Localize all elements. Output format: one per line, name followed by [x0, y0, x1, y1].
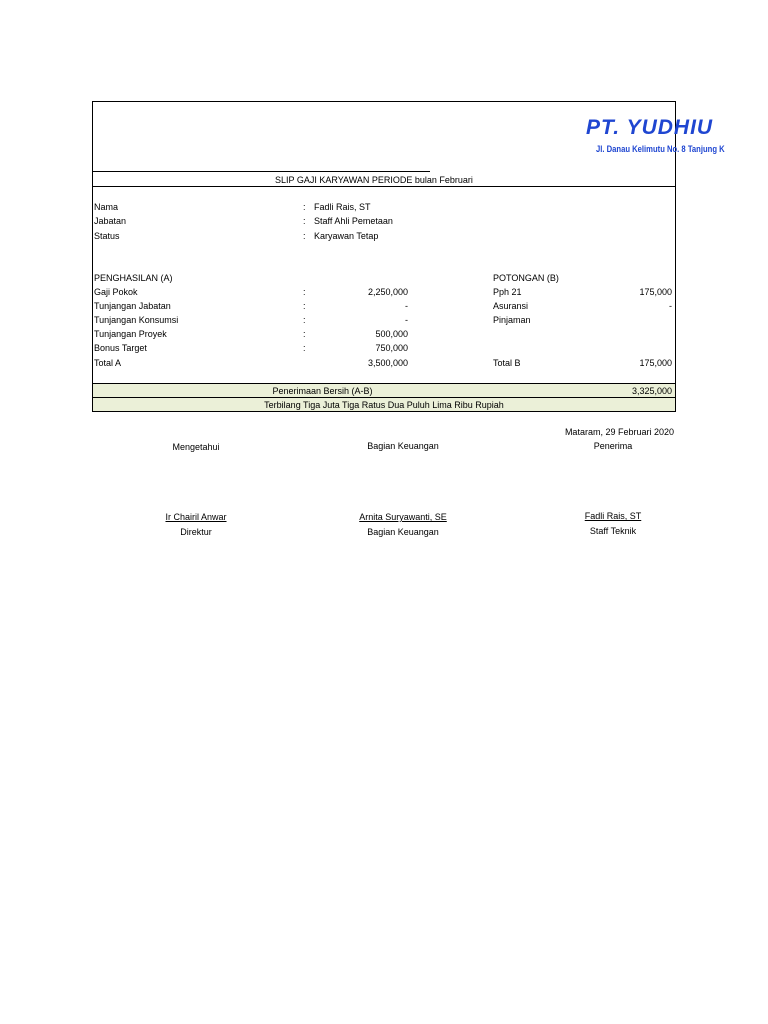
employee-status-label: Status — [94, 231, 120, 241]
title-row-bottom — [92, 186, 676, 187]
employee-name-sep: : — [303, 202, 306, 212]
income-value: 2,250,000 — [367, 287, 408, 297]
employee-status-sep: : — [303, 231, 306, 241]
income-label: Tunjangan Konsumsi — [94, 315, 179, 325]
signature-name-finance: Arnita Suryawanti, SE — [359, 512, 447, 522]
signature-role-recipient: Penerima — [593, 441, 633, 451]
slip-title — [275, 175, 473, 186]
deduction-label: Asuransi — [493, 301, 529, 311]
net-band-divider — [92, 397, 676, 398]
company-address: Jl. Danau Kelimutu No. 8 Tanjung K — [596, 144, 725, 154]
net-pay-in-words: Terbilang Tiga Juta Tiga Ratus Dua Puluh Lima Ribu Rupiah — [264, 400, 504, 410]
employee-position-sep: : — [303, 216, 306, 226]
income-value: 500,000 — [375, 329, 408, 339]
income-sep: : — [303, 315, 306, 325]
employee-status-value: Karyawan Tetap — [314, 231, 379, 241]
income-label: Bonus Target — [94, 343, 147, 353]
income-label: Tunjangan Jabatan — [94, 301, 171, 311]
frame-top-border — [92, 101, 676, 102]
employee-name-value: Fadli Rais, ST — [314, 202, 371, 212]
signature-title-finance: Bagian Keuangan — [367, 527, 439, 537]
signature-name-recipient: Fadli Rais, ST — [584, 511, 642, 521]
employee-name-label: Nama — [94, 202, 119, 212]
signature-name-director: Ir Chairil Anwar — [165, 512, 227, 522]
company-name: PT. YUDHIU — [586, 116, 714, 139]
deduction-total-value: 175,000 — [639, 358, 672, 368]
employee-position-value: Staff Ahli Pemetaan — [314, 216, 393, 226]
deduction-header: POTONGAN (B) — [493, 273, 559, 283]
income-label: Tunjangan Proyek — [94, 329, 167, 339]
net-pay-value: 3,325,000 — [631, 386, 672, 396]
deduction-total-label: Total B — [493, 358, 521, 368]
income-value: 750,000 — [375, 343, 408, 353]
signature-title-recipient: Staff Teknik — [589, 526, 637, 536]
income-label: Gaji Pokok — [94, 287, 138, 297]
deduction-label: Pinjaman — [493, 315, 531, 325]
income-sep: : — [303, 287, 306, 297]
net-pay-label: Penerimaan Bersih (A-B) — [272, 386, 373, 396]
deduction-value: - — [669, 301, 672, 311]
frame-bottom-border — [92, 411, 676, 412]
income-value: - — [405, 315, 408, 325]
slip-title-text: SLIP GAJI KARYAWAN PERIODE — [275, 175, 413, 185]
place-date: Mataram, 29 Februari 2020 — [564, 427, 674, 437]
signature-role-mengetahui: Mengetahui — [172, 442, 220, 452]
income-header: PENGHASILAN (A) — [94, 273, 173, 283]
income-sep: : — [303, 329, 306, 339]
signature-role-finance: Bagian Keuangan — [367, 441, 439, 451]
employee-position-label: Jabatan — [94, 216, 127, 226]
signature-title-director: Direktur — [180, 527, 212, 537]
frame-left-border — [92, 101, 93, 412]
income-total-value: 3,500,000 — [367, 358, 408, 368]
income-sep: : — [303, 301, 306, 311]
deduction-label: Pph 21 — [493, 287, 522, 297]
income-value: - — [405, 301, 408, 311]
deduction-value: 175,000 — [639, 287, 672, 297]
title-underline-left — [92, 171, 430, 172]
income-sep: : — [303, 343, 306, 353]
income-total-label: Total A — [94, 358, 122, 368]
slip-period: bulan Februari — [414, 175, 473, 185]
